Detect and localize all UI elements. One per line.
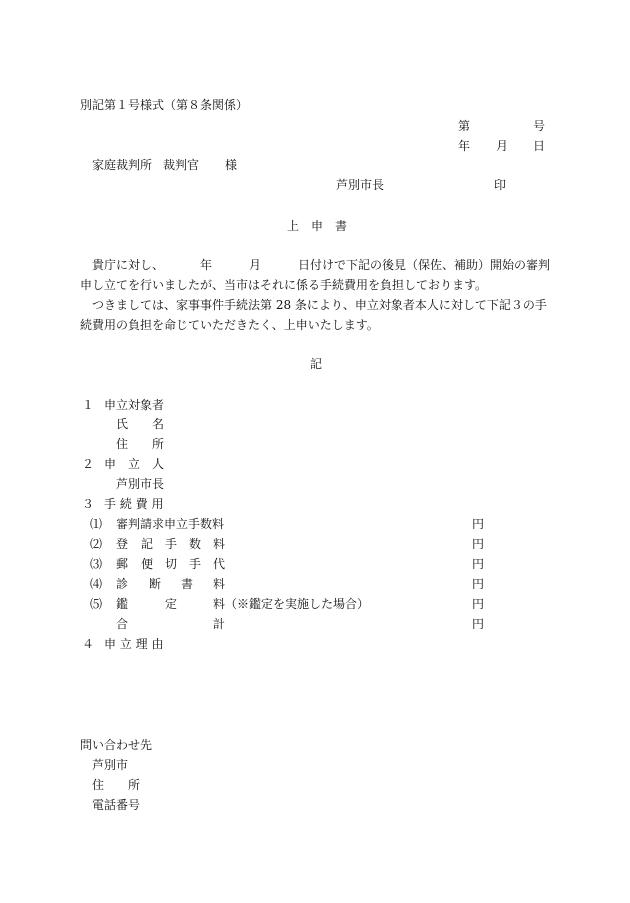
body-p1-rest: 日付けで下記の後見（保佐、補助）開始の審判 — [298, 258, 551, 272]
fee-3-char-3: 切 — [165, 557, 178, 571]
name-label-a: 氏 — [116, 417, 129, 431]
doc-title-char-3: 書 — [335, 219, 348, 233]
fee-4-number: ⑷ — [90, 577, 103, 591]
contact-city: 芦別市 — [92, 758, 129, 772]
item-2-char-a: 申 — [104, 457, 117, 471]
fee-1-number: ⑴ — [90, 517, 103, 531]
fee-4-char-2: 断 — [149, 577, 162, 591]
body-p1-start: 貴庁に対し、 — [92, 258, 165, 272]
item-2-char-c: 人 — [152, 457, 165, 471]
body-p1-year: 年 — [200, 258, 213, 272]
fee-3-char-1: 郵 — [116, 557, 129, 571]
fee-5-char-2: 定 — [165, 597, 178, 611]
body-p1-month: 月 — [249, 258, 262, 272]
total-unit: 円 — [472, 617, 485, 631]
fee-1-label: 審判請求申立手数料 — [116, 517, 225, 531]
contact-heading: 問い合わせ先 — [80, 738, 153, 752]
fee-3-char-5: 代 — [213, 557, 226, 571]
item-3-label: 手 続 費 用 — [104, 497, 164, 511]
contact-address-b: 所 — [128, 778, 141, 792]
fee-1-unit: 円 — [472, 517, 485, 531]
date-day: 日 — [533, 139, 546, 153]
body-p1-line2: 申し立てを行いましたが、当市はそれに係る手続費用を負担しております。 — [80, 278, 488, 292]
fee-5-number: ⑸ — [90, 597, 103, 611]
item-1-label: 申立対象者 — [104, 398, 165, 412]
contact-phone: 電話番号 — [92, 798, 141, 812]
fee-2-number: ⑵ — [90, 537, 103, 551]
fee-2-char-1: 登 — [116, 537, 129, 551]
seal-mark: 印 — [494, 178, 507, 192]
form-title: 別記第１号様式（第８条関係） — [80, 98, 249, 112]
total-label-a: 合 — [116, 617, 129, 631]
item-1-number: １ — [82, 398, 95, 412]
fee-3-number: ⑶ — [90, 557, 103, 571]
date-month: 月 — [496, 139, 509, 153]
fee-2-char-3: 手 — [165, 537, 178, 551]
fee-3-unit: 円 — [472, 557, 485, 571]
applicant-value: 芦別市長 — [116, 477, 165, 491]
number-prefix: 第 — [458, 119, 471, 133]
item-2-number: ２ — [82, 457, 95, 471]
item-3-number: ３ — [82, 497, 95, 511]
fee-2-char-5: 料 — [213, 537, 226, 551]
fee-5-unit: 円 — [472, 597, 485, 611]
fee-3-char-2: 便 — [141, 557, 154, 571]
fee-5-char-1: 鑑 — [116, 597, 129, 611]
addressee-judge: 裁判官 — [163, 158, 200, 172]
number-suffix: 号 — [533, 119, 546, 133]
addressee-court: 家庭裁判所 — [92, 158, 153, 172]
fee-4-char-1: 診 — [116, 577, 129, 591]
total-label-b: 計 — [213, 617, 226, 631]
fee-5-rest: 料（※鑑定を実施した場合） — [213, 597, 370, 611]
body-p2-line2: 続費用の負担を命じていただきたく、上申いたします。 — [80, 318, 379, 332]
item-4-label: 申 立 理 由 — [104, 637, 164, 651]
item-2-char-b: 立 — [128, 457, 141, 471]
fee-4-unit: 円 — [472, 577, 485, 591]
addressee-honorific: 様 — [225, 158, 238, 172]
fee-3-char-4: 手 — [189, 557, 202, 571]
date-year: 年 — [458, 139, 471, 153]
fee-2-char-4: 数 — [189, 537, 202, 551]
address-label-a: 住 — [116, 437, 129, 451]
contact-address-a: 住 — [92, 778, 105, 792]
fee-2-char-2: 記 — [141, 537, 154, 551]
item-4-number: ４ — [82, 637, 95, 651]
doc-title-char-2: 申 — [311, 219, 324, 233]
fee-2-unit: 円 — [472, 537, 485, 551]
fee-4-char-3: 書 — [181, 577, 194, 591]
name-label-b: 名 — [152, 417, 165, 431]
ki-heading: 記 — [310, 357, 323, 371]
body-p2-line1: つきましては、家事事件手続法第 28 条により、申立対象者本人に対して下記３の手 — [92, 298, 547, 312]
fee-4-char-4: 料 — [213, 577, 226, 591]
address-label-b: 所 — [152, 437, 165, 451]
sender-mayor: 芦別市長 — [336, 178, 385, 192]
doc-title-char-1: 上 — [287, 219, 300, 233]
